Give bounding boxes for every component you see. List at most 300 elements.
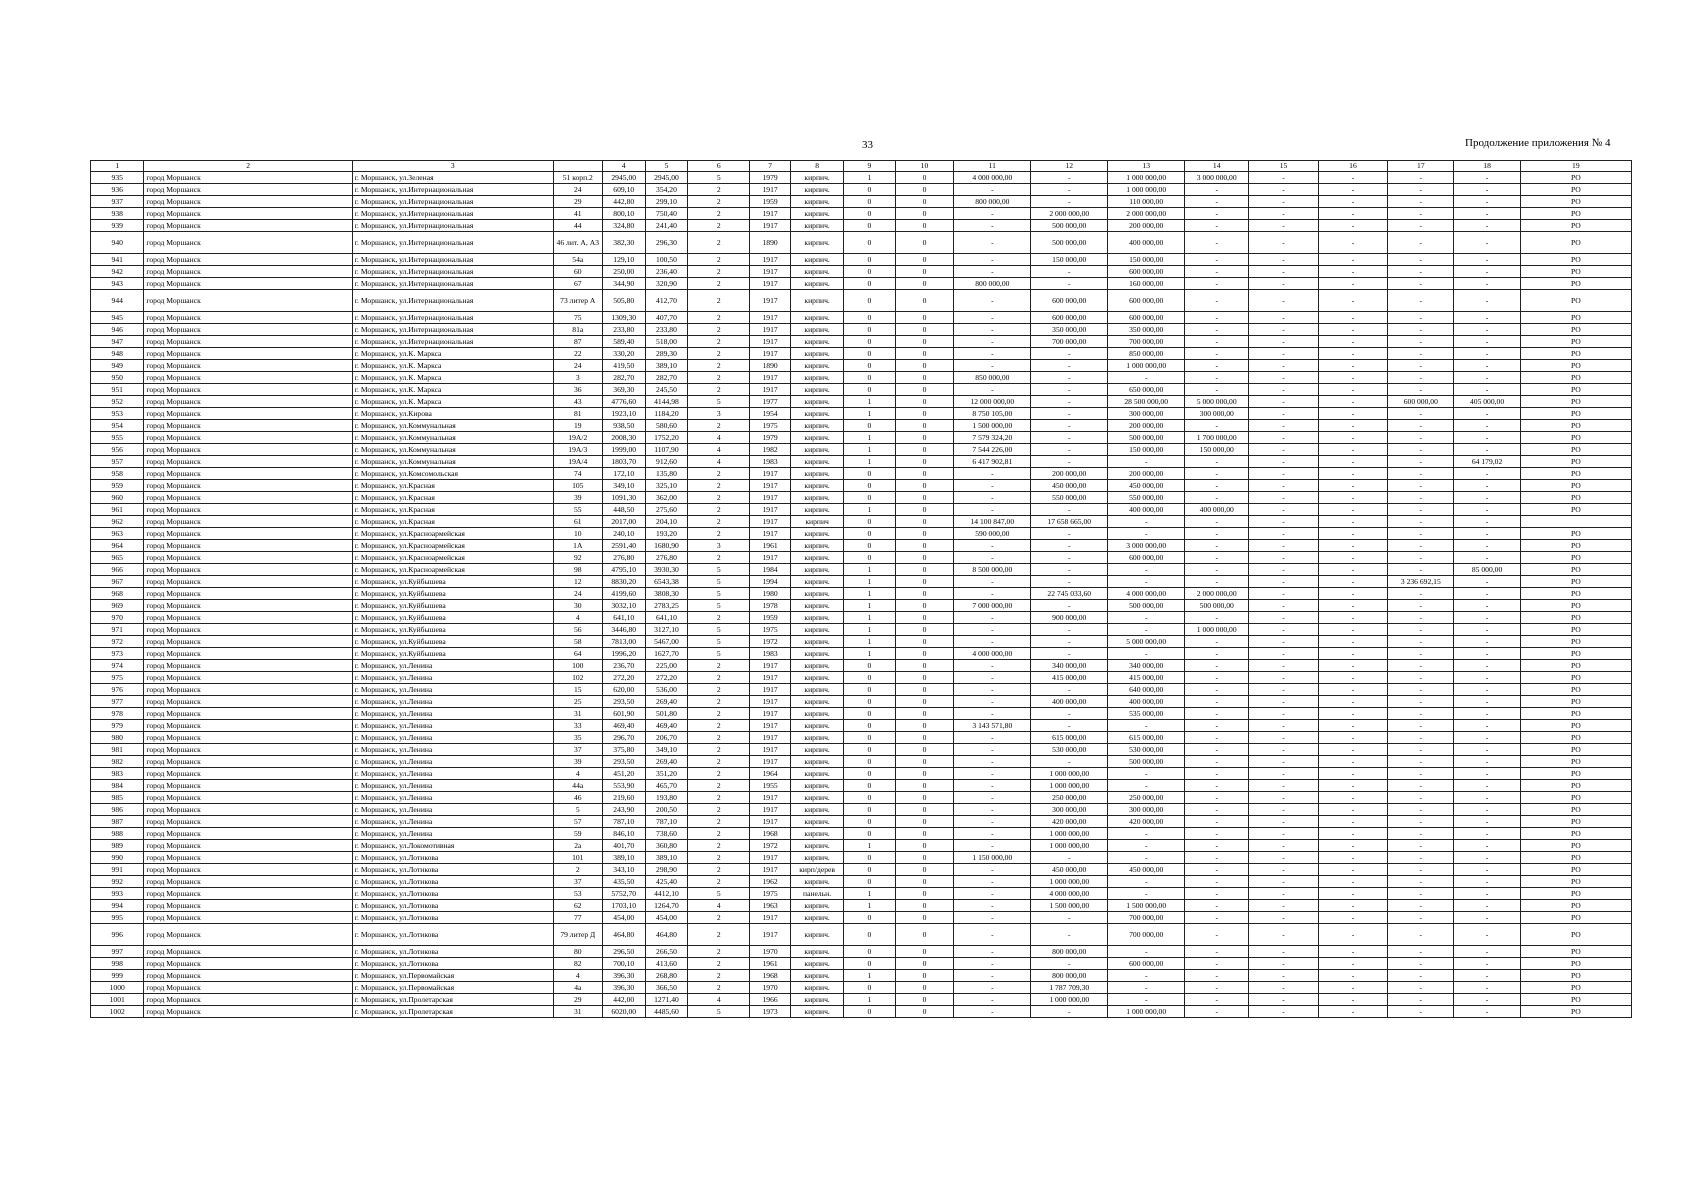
table-cell: 4199,60 [602,588,645,600]
table-cell: кирпич. [790,208,843,220]
table-cell: РО [1520,924,1631,946]
table-cell: 5 [688,888,750,900]
table-cell: 382,30 [602,232,645,254]
table-cell: - [1388,196,1454,208]
table-row [91,348,1632,360]
table-cell: 300 000,00 [1185,408,1249,420]
table-cell: - [1388,360,1454,372]
table-cell: 36 [553,384,602,396]
table-cell: 0 [844,732,895,744]
table-cell: - [1318,278,1387,290]
table-cell: 415 000,00 [1108,672,1185,684]
table-cell: город Моршанск [144,792,352,804]
table-cell: - [1454,420,1520,432]
table-cell: - [954,266,1031,278]
table-cell: 0 [844,816,895,828]
table-cell: 2 [688,528,750,540]
table-cell: 1968 [750,970,791,982]
table-cell: 5 [688,396,750,408]
table-cell: 243,90 [602,804,645,816]
table-cell: 5 000 000,00 [1185,396,1249,408]
table-cell: 535 000,00 [1108,708,1185,720]
table-cell: 1982 [750,444,791,456]
table-cell: - [1388,864,1454,876]
table-cell: - [1249,432,1318,444]
table-cell: 2 [688,756,750,768]
table-cell: 4 000 000,00 [1108,588,1185,600]
table-cell: - [1185,756,1249,768]
table-cell: - [1318,946,1387,958]
table-cell: 0 [895,648,954,660]
table-cell: 0 [895,828,954,840]
table-row [91,492,1632,504]
table-cell: 800 000,00 [1031,970,1108,982]
table-cell: 1977 [750,396,791,408]
table-cell: 1001 [91,994,144,1006]
table-cell: - [1318,708,1387,720]
table-cell: г. Моршанск, ул.Интернациональная [352,312,553,324]
table-cell: 1 [844,648,895,660]
table-cell: кирпич. [790,220,843,232]
table-cell: город Моршанск [144,636,352,648]
table-cell: - [954,888,1031,900]
table-cell: 968 [91,588,144,600]
table-cell: 1917 [750,290,791,312]
table-cell: город Моршанск [144,828,352,840]
table-cell: 6020,00 [602,1006,645,1018]
table-cell: - [1249,982,1318,994]
table-cell: 1 [844,840,895,852]
table-cell: 1975 [750,420,791,432]
table-cell: 55 [553,504,602,516]
table-cell: 0 [895,588,954,600]
table-cell: город Моршанск [144,864,352,876]
table-cell: город Моршанск [144,196,352,208]
table-cell: - [1454,828,1520,840]
column-header: 4 [602,161,645,172]
table-row [91,840,1632,852]
table-cell: г. Моршанск, ул.К. Маркса [352,384,553,396]
table-cell: 986 [91,804,144,816]
table-cell: - [1318,348,1387,360]
table-cell: 1917 [750,552,791,564]
table-cell: РО [1520,564,1631,576]
table-cell: - [1454,444,1520,456]
table-cell: 600 000,00 [1388,396,1454,408]
table-cell: - [1185,958,1249,970]
table-cell: - [1249,384,1318,396]
table-cell: - [1249,958,1318,970]
table-cell: 3808,30 [645,588,688,600]
table-cell: город Моршанск [144,208,352,220]
table-cell: - [1185,720,1249,732]
table-cell: РО [1520,254,1631,266]
table-cell: 415 000,00 [1031,672,1108,684]
table-cell: 2 [688,360,750,372]
table-cell: - [1318,792,1387,804]
table-cell: кирпич. [790,232,843,254]
table-cell: 937 [91,196,144,208]
table-cell: 0 [844,528,895,540]
table-cell: - [1388,384,1454,396]
table-cell: 787,10 [602,816,645,828]
table-cell: город Моршанск [144,780,352,792]
table-cell: 971 [91,624,144,636]
table-cell: - [954,864,1031,876]
table-cell: - [1454,208,1520,220]
table-cell: 0 [895,876,954,888]
table-cell: 275,60 [645,504,688,516]
table-cell: - [1454,172,1520,184]
table-cell: - [1318,208,1387,220]
table-cell: 1890 [750,360,791,372]
table-cell: - [954,576,1031,588]
table-cell: - [1388,552,1454,564]
table-cell: 700,10 [602,958,645,970]
table-cell: 600 000,00 [1108,312,1185,324]
table-cell: - [1388,624,1454,636]
table-cell: - [1031,372,1108,384]
table-cell: 4а [553,982,602,994]
table-cell: 650 000,00 [1108,384,1185,396]
table-cell: г. Моршанск, ул.Ленина [352,684,553,696]
table-cell: - [1249,768,1318,780]
table-cell: - [1454,184,1520,196]
table-cell: - [1388,852,1454,864]
table-cell: - [1388,696,1454,708]
table-cell: кирпич. [790,696,843,708]
table-cell: 2945,00 [645,172,688,184]
table-cell: - [1318,804,1387,816]
table-cell: 4 [688,994,750,1006]
table-cell: - [1318,912,1387,924]
table-cell: 1994 [750,576,791,588]
table-cell: РО [1520,266,1631,278]
table-cell: - [1108,768,1185,780]
table-cell: - [1031,528,1108,540]
table-cell: 31 [553,1006,602,1018]
table-cell: 1 500 000,00 [1108,900,1185,912]
table-cell: 0 [895,504,954,516]
table-cell: - [1031,408,1108,420]
table-cell: город Моршанск [144,888,352,900]
table-cell: - [1318,564,1387,576]
table-cell: 225,00 [645,660,688,672]
table-cell: - [1031,172,1108,184]
table-cell: 0 [895,552,954,564]
table-cell: 2017,00 [602,516,645,528]
table-cell: 24 [553,588,602,600]
table-cell: - [1388,290,1454,312]
table-cell: 200 000,00 [1108,420,1185,432]
table-cell: 150 000,00 [1108,254,1185,266]
table-cell: 1000 [91,982,144,994]
table-cell: город Моршанск [144,600,352,612]
table-cell: - [954,756,1031,768]
table-cell: 2 [688,696,750,708]
table-cell: - [1185,900,1249,912]
table-cell: - [1108,516,1185,528]
table-cell: город Моршанск [144,384,352,396]
table-cell: 0 [844,208,895,220]
table-cell: кирпич. [790,600,843,612]
table-cell: 0 [895,708,954,720]
table-cell: - [1031,540,1108,552]
table-cell: РО [1520,184,1631,196]
table-cell: г. Моршанск, ул.Коммунальная [352,456,553,468]
table-cell: г. Моршанск, ул.Интернациональная [352,278,553,290]
table-cell: 1 [844,408,895,420]
table-cell: г. Моршанск, ул.Ленина [352,828,553,840]
table-row [91,420,1632,432]
table-cell: - [1318,396,1387,408]
table-cell: 389,10 [645,852,688,864]
table-row [91,372,1632,384]
table-cell: 12 000 000,00 [954,396,1031,408]
table-cell: РО [1520,504,1631,516]
table-cell: - [1318,876,1387,888]
table-cell: кирпич. [790,804,843,816]
table-row [91,600,1632,612]
column-header: 9 [844,161,895,172]
table-cell: - [1185,360,1249,372]
table-cell: 150 000,00 [1108,444,1185,456]
column-header: 12 [1031,161,1108,172]
table-cell: 0 [844,552,895,564]
table-cell: - [954,970,1031,982]
table-cell: - [1185,384,1249,396]
table-cell: - [1108,876,1185,888]
table-cell: 944 [91,290,144,312]
table-cell: 193,20 [645,528,688,540]
table-cell: - [1031,600,1108,612]
table-cell: 454,00 [645,912,688,924]
table-cell: - [1388,208,1454,220]
table-cell: - [1454,384,1520,396]
table-cell: 1 [844,600,895,612]
table-cell: - [1185,804,1249,816]
table-cell: 2 [688,804,750,816]
table-cell: 0 [895,840,954,852]
table-cell: 1917 [750,804,791,816]
table-cell: 1917 [750,336,791,348]
table-cell: 451,20 [602,768,645,780]
table-cell: 700 000,00 [1031,336,1108,348]
table-cell: - [1388,672,1454,684]
table-cell: 19А/2 [553,432,602,444]
table-cell: 0 [895,336,954,348]
table-cell: 350 000,00 [1108,324,1185,336]
table-cell: - [1249,696,1318,708]
table-cell: 1973 [750,1006,791,1018]
table-cell: кирпич. [790,420,843,432]
table-cell: 1917 [750,372,791,384]
table-row [91,958,1632,970]
table-cell: 19А/4 [553,456,602,468]
table-cell: - [1031,1006,1108,1018]
table-cell: 28 500 000,00 [1108,396,1185,408]
table-cell: - [1185,912,1249,924]
table-cell: 1 [844,994,895,1006]
table-cell: 0 [895,612,954,624]
table-cell: 2 [688,372,750,384]
table-cell: - [1318,552,1387,564]
table-cell: 1959 [750,196,791,208]
table-cell: 500 000,00 [1031,220,1108,232]
table-cell: 550 000,00 [1031,492,1108,504]
table-cell: - [1031,624,1108,636]
table-cell: 300 000,00 [1108,804,1185,816]
table-cell: 0 [895,924,954,946]
table-cell: - [1249,994,1318,1006]
table-cell: 2 [688,184,750,196]
table-cell: 700 000,00 [1108,336,1185,348]
table-cell: г. Моршанск, ул.Коммунальная [352,432,553,444]
table-cell: 0 [895,912,954,924]
column-header: 5 [645,161,688,172]
table-cell: 850 000,00 [1108,348,1185,360]
table-cell: - [1185,732,1249,744]
table-cell: - [1388,792,1454,804]
table-cell: 982 [91,756,144,768]
table-cell: 73 литер А [553,290,602,312]
table-cell: РО [1520,420,1631,432]
table-row [91,360,1632,372]
column-header: 7 [750,161,791,172]
table-cell: 362,00 [645,492,688,504]
table-cell: 1680,90 [645,540,688,552]
table-cell: 1983 [750,456,791,468]
table-cell: 0 [895,266,954,278]
table-cell: 293,50 [602,756,645,768]
table-cell: кирпич. [790,384,843,396]
table-cell: г. Моршанск, ул.Комсомольская [352,468,553,480]
table-cell: 0 [844,684,895,696]
table-cell: - [1249,744,1318,756]
table-cell: г. Моршанск, ул.Куйбышева [352,624,553,636]
table-cell: 951 [91,384,144,396]
table-cell: кирпич. [790,444,843,456]
table-cell: 964 [91,540,144,552]
table-cell: 296,30 [645,232,688,254]
table-cell: г. Моршанск, ул.Ленина [352,720,553,732]
table-cell: 57 [553,816,602,828]
table-cell: 330,20 [602,348,645,360]
table-cell: - [1454,588,1520,600]
table-row [91,912,1632,924]
table-cell: 1980 [750,588,791,600]
table-cell: - [1249,660,1318,672]
table-row [91,456,1632,468]
table-cell: 1917 [750,220,791,232]
table-cell: 413,60 [645,958,688,970]
table-cell: - [1318,528,1387,540]
table-cell: 2 [688,278,750,290]
table-cell: - [1454,804,1520,816]
table-cell: г. Моршанск, ул.Лотикова [352,958,553,970]
table-cell: 0 [844,756,895,768]
table-cell: 974 [91,660,144,672]
table-cell: РО [1520,982,1631,994]
table-cell: - [1388,732,1454,744]
table-cell: 1890 [750,232,791,254]
table-cell: 1 000 000,00 [1108,360,1185,372]
table-cell: кирпич. [790,360,843,372]
table-cell: 2 [688,828,750,840]
table-cell: - [1108,528,1185,540]
table-cell: кирп/дерев [790,864,843,876]
table-cell: - [1031,720,1108,732]
table-cell: 938,50 [602,420,645,432]
table-cell: кирпич. [790,456,843,468]
table-cell: 2 [688,732,750,744]
table-cell: 0 [895,172,954,184]
table-cell: - [1249,220,1318,232]
table-cell: - [1185,372,1249,384]
table-cell: 2 [688,504,750,516]
table-cell: - [1249,636,1318,648]
table-cell: - [954,184,1031,196]
table-row [91,924,1632,946]
table-cell: 641,10 [645,612,688,624]
table-cell: 0 [895,444,954,456]
table-cell: - [1185,516,1249,528]
table-cell: - [1249,360,1318,372]
table-cell: - [954,780,1031,792]
table-cell: 6543,38 [645,576,688,588]
table-cell: 0 [844,744,895,756]
table-cell: - [1249,516,1318,528]
table-cell: 2 [688,312,750,324]
table-cell: город Моршанск [144,420,352,432]
table-cell: - [1388,684,1454,696]
table-cell: - [954,360,1031,372]
table-cell: 1962 [750,876,791,888]
table-cell: 2 [688,768,750,780]
table-cell: кирпич. [790,290,843,312]
table-cell: - [1388,600,1454,612]
table-cell: 1 000 000,00 [1031,780,1108,792]
table-cell: - [1185,184,1249,196]
table-cell: 500 000,00 [1185,600,1249,612]
table-cell: 0 [844,336,895,348]
table-cell: - [1388,648,1454,660]
table-cell: РО [1520,840,1631,852]
table-cell: 1923,10 [602,408,645,420]
table-cell: - [1108,456,1185,468]
table-cell: город Моршанск [144,756,352,768]
table-cell: 1917 [750,528,791,540]
table-cell: 800 000,00 [954,278,1031,290]
table-cell: - [1185,312,1249,324]
table-cell: 400 000,00 [1185,504,1249,516]
table-cell: 129,10 [602,254,645,266]
table-cell: 4 000 000,00 [954,172,1031,184]
table-cell: 0 [844,852,895,864]
table-cell: 44 [553,220,602,232]
table-cell: 4 000 000,00 [1031,888,1108,900]
table-cell: кирпич. [790,648,843,660]
table-cell: город Моршанск [144,912,352,924]
table-cell: город Моршанск [144,266,352,278]
table-cell: - [1249,804,1318,816]
table-cell: - [954,504,1031,516]
table-cell: - [1388,744,1454,756]
table-cell: - [1454,792,1520,804]
table-cell: 19 [553,420,602,432]
table-cell: - [1454,612,1520,624]
table-cell: г. Моршанск, ул.Куйбышева [352,636,553,648]
